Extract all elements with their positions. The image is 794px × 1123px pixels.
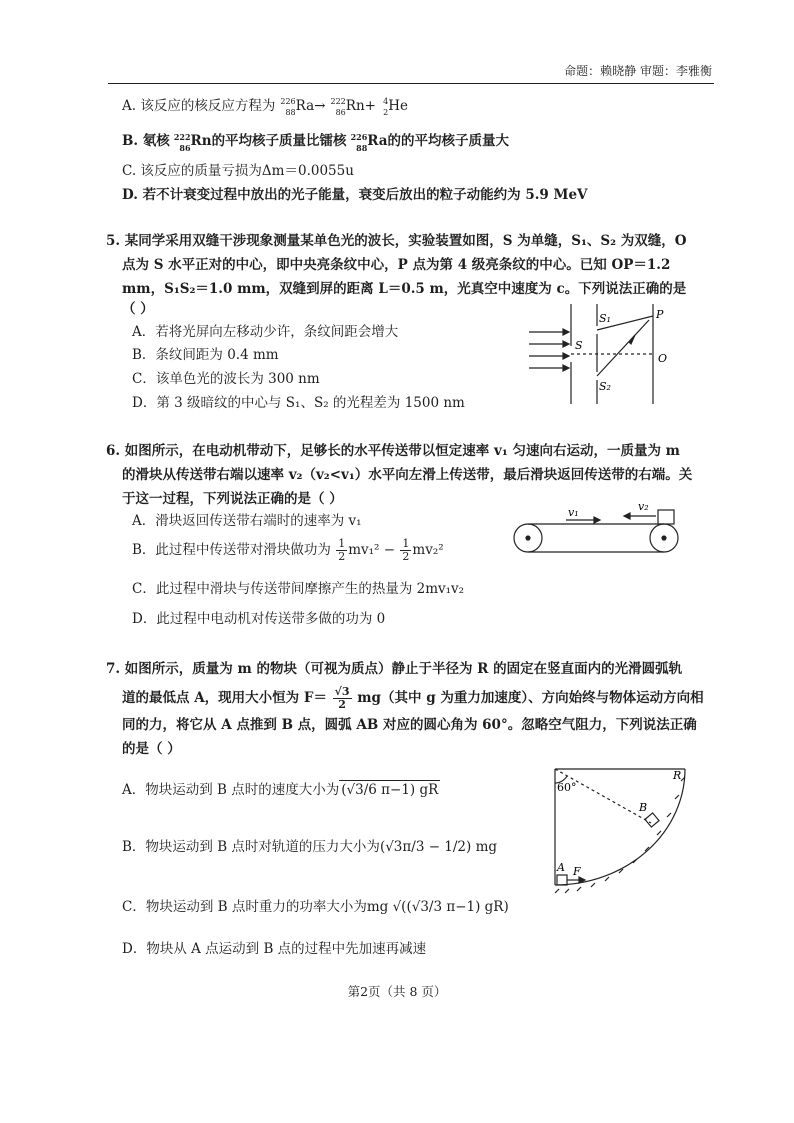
header-rule: [108, 83, 714, 84]
label-p: P: [656, 308, 664, 321]
label-r: R: [673, 769, 682, 782]
q5-stem-line3: mm，S₁S₂＝1.0 mm，双缝到屏的距离 L＝0.5 m，光真空中速度为 c。下列说法正确的是: [122, 281, 687, 297]
q6-stem-line2: 的滑块从传送带右端以速率 v₂（v₂<v₁）水平向左滑上传送带，最后滑块返回传送带的右端。关: [122, 467, 693, 483]
q5-option-d: D．第 3 级暗纹的中心与 S₁、S₂ 的光程差为 1500 nm: [132, 395, 465, 411]
q4-option-d: D. 若不计衰变过程中放出的光子能量，衰变后放出的粒子动能约为 5.9 MeV: [122, 187, 588, 203]
q5-option-b: B．条纹间距为 0.4 mm: [132, 347, 279, 363]
label-s1: S₁: [599, 312, 611, 325]
q7-stem-line2: 道的最低点 A，现用大小恒为 F＝ $\frac{√3}{2}$ mg（其中 g 为重力加速度）、方向始终与物体运动方向相: [122, 685, 704, 711]
q7-stem-line1: 7. 如图所示，质量为 m 的物块（可视为质点）静止于半径为 R 的固定在竖直面内的光滑圆弧轨: [106, 661, 683, 677]
label-v1: v₁: [568, 506, 579, 519]
q5-stem-line2: 点为 S 水平正对的中心，即中央亮条纹中心，P 点为第 4 级亮条纹的中心。已知 OP＝1.2: [122, 257, 671, 273]
q7-option-c: C．物块运动到 B 点时重力的功率大小为mg √((√3/3 π−1) gR): [122, 899, 509, 915]
q6-option-b: B．此过程中传送带对滑块做功为 $\frac{1}{2}$ mv₁² − $\frac{1}{2}$ mv₂²: [132, 537, 444, 563]
q6-stem-line3: 于这一过程，下列说法正确的是（ ）: [122, 491, 343, 507]
label-s: S: [575, 339, 583, 352]
q4-option-c: C. 该反应的质量亏损为Δm＝0.0055u: [122, 163, 354, 179]
q6-option-c: C．此过程中滑块与传送带间摩擦产生的热量为 2mv₁v₂: [132, 581, 465, 597]
q4-option-a: A. 该反应的核反应方程为 226 88 Ra→ 222 86 Rn+ 4 2 He: [122, 97, 409, 117]
q7-option-b: B．物块运动到 B 点时对轨道的压力大小为(√3π/3 − 1/2) mg: [122, 839, 498, 855]
q6-stem-line1: 6. 如图所示，在电动机带动下，足够长的水平传送带以恒定速率 v₁ 匀速向右运动，一质量为 m: [106, 443, 680, 459]
q7-stem-line4: 的是（ ）: [122, 741, 181, 757]
q4-option-b: B. 氡核 222 86 Rn的平均核子质量比镭核 226 88 Ra的的平均核子质量大: [122, 132, 510, 153]
q7-option-a: A．物块运动到 B 点时的速度大小为 (√3/6 π−1) gR: [122, 782, 439, 798]
circular-track-diagram: [545, 765, 695, 895]
conveyor-belt-diagram: [510, 500, 690, 560]
page-footer: 第2页（共 8 页）: [347, 984, 447, 999]
q5-option-a: A．若将光屏向左移动少许，条纹间距会增大: [132, 324, 399, 340]
label-o: O: [658, 352, 668, 365]
q5-stem-line1: 5. 某同学采用双缝干涉现象测量某单色光的波长，实验装置如图，S 为单缝，S₁、S₂ 为双缝，O: [106, 233, 687, 249]
label-a: A: [557, 861, 565, 874]
q6-option-a: A．滑块返回传送带右端时的速率为 v₁: [132, 513, 362, 529]
label-b: B: [639, 801, 648, 814]
q5-answer-paren: （ ）: [122, 301, 154, 317]
q7-option-d: D．物块从 A 点运动到 B 点的过程中先加速再减速: [122, 941, 427, 957]
label-s2: S₂: [599, 380, 611, 393]
q5-option-c: C．该单色光的波长为 300 nm: [132, 371, 320, 387]
q6-option-d: D．此过程中电动机对传送带多做的功为 0: [132, 611, 386, 627]
label-v2: v₂: [638, 500, 649, 513]
q7-stem-line3: 同的力，将它从 A 点推到 B 点，圆弧 AB 对应的圆心角为 60°。忽略空气阻力，下列说法正确: [122, 717, 697, 733]
label-f: F: [573, 865, 581, 878]
page-header: 命题：赖晓静 审题：李雅衡: [564, 64, 712, 78]
label-angle: 60°: [557, 781, 577, 794]
double-slit-diagram: [525, 300, 695, 410]
